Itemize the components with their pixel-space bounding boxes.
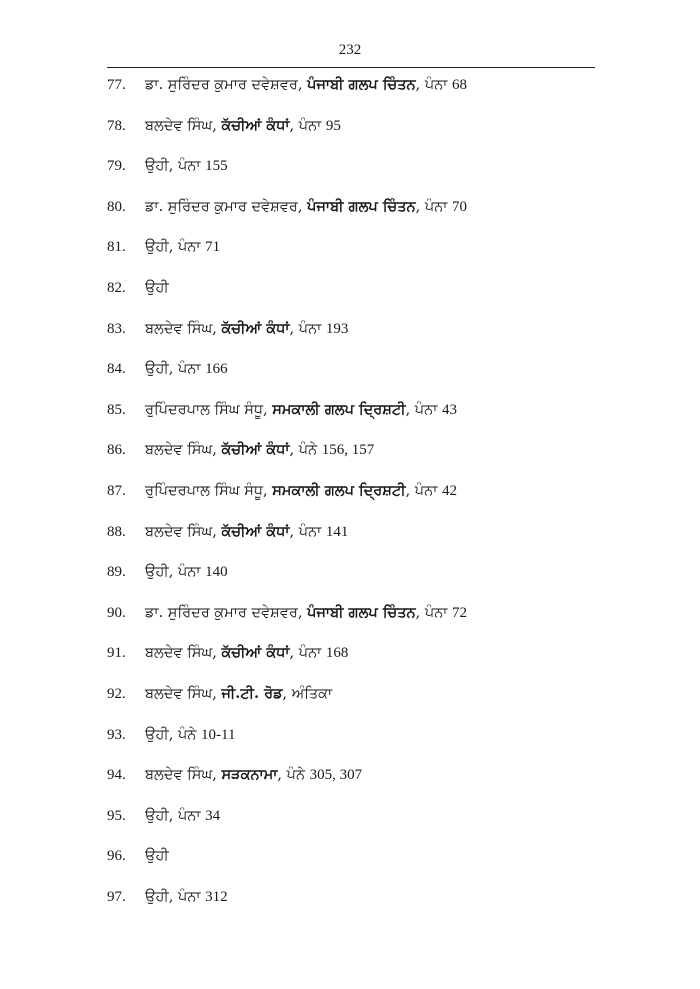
endnote-number: 78. xyxy=(107,117,126,134)
endnote-citation xyxy=(145,601,467,625)
citation-text: ਬਲਦੇਵ ਸਿੰਘ, xyxy=(145,523,222,540)
endnote-citation xyxy=(145,804,220,828)
endnote-citation xyxy=(145,438,374,462)
citation-pages: 72 xyxy=(452,604,468,621)
citation-pages: 166 xyxy=(205,361,228,378)
citation-text: , ਪੰਨੇ xyxy=(289,442,322,459)
endnote-item xyxy=(0,235,700,276)
endnote-citation xyxy=(145,276,169,300)
citation-pages: 141 xyxy=(325,523,349,540)
citation-text: ਬਲਦੇਵ ਸਿੰਘ, xyxy=(145,645,222,662)
citation-text: , ਪੰਨਾ xyxy=(289,117,326,134)
citation-pages: 156, 157 xyxy=(321,442,375,459)
citation-text: ਉਹੀ, ਪੰਨਾ xyxy=(145,239,206,256)
citation-text: ਬਲਦੇਵ ਸਿੰਘ, xyxy=(145,685,222,702)
citation-pages: 42 xyxy=(441,482,457,499)
endnote-number: 90. xyxy=(107,604,126,621)
citation-text: ਬਲਦੇਵ ਸਿੰਘ, xyxy=(145,767,222,784)
citation-title: ਜੀ.ਟੀ. ਰੋਡ xyxy=(221,684,283,702)
citation-title: ਸਮਕਾਲੀ ਗਲਪ ਦ੍ਰਿਸ਼ਟੀ xyxy=(272,481,406,499)
citation-title: ਕੱਚੀਆਂ ਕੰਧਾਂ xyxy=(221,319,290,337)
endnote-number: 83. xyxy=(107,320,126,337)
citation-pages: 10-11 xyxy=(201,726,236,743)
citation-text: , ਅੰਤਿਕਾ xyxy=(282,685,333,702)
endnote-citation xyxy=(145,317,348,341)
endnote-number: 89. xyxy=(107,564,126,581)
endnote-item xyxy=(0,438,700,479)
endnote-citation xyxy=(145,73,467,97)
endnote-citation xyxy=(145,560,228,584)
endnote-number: 77. xyxy=(107,77,126,93)
endnote-number: 85. xyxy=(107,401,126,418)
header-rule xyxy=(107,67,595,68)
endnote-number: 88. xyxy=(107,523,126,540)
citation-text: ਬਲਦੇਵ ਸਿੰਘ, xyxy=(145,117,222,134)
endnote-citation xyxy=(145,114,341,138)
citation-text: , ਪੰਨਾ xyxy=(415,77,453,93)
endnote-item xyxy=(0,317,700,358)
citation-text: ਉਹੀ, ਪੰਨਾ xyxy=(145,361,206,378)
endnote-item xyxy=(0,479,700,520)
citation-pages: 305, 307 xyxy=(309,767,363,784)
endnote-number: 96. xyxy=(107,848,126,865)
endnote-item xyxy=(0,195,700,236)
endnote-item xyxy=(0,885,700,926)
citation-text: , ਪੰਨਾ xyxy=(405,482,442,499)
endnote-citation xyxy=(145,520,348,544)
endnote-number: 95. xyxy=(107,807,126,824)
endnote-citation xyxy=(145,641,348,665)
citation-text: , ਪੰਨਾ xyxy=(289,645,326,662)
endnote-item xyxy=(0,276,700,317)
citation-text: ਉਹੀ xyxy=(145,279,169,296)
citation-pages: 140 xyxy=(205,564,228,581)
citation-pages: 43 xyxy=(441,401,457,418)
endnote-citation xyxy=(145,885,228,909)
citation-text: ਡਾ. ਸੁਰਿੰਦਰ ਕੁਮਾਰ ਦਵੇਸ਼ਵਰ, xyxy=(145,604,308,621)
endnote-item xyxy=(0,114,700,155)
endnote-citation xyxy=(145,682,332,706)
citation-text: ਬਲਦੇਵ ਸਿੰਘ, xyxy=(145,320,222,337)
citation-pages: 155 xyxy=(205,158,228,175)
citation-pages: 70 xyxy=(452,198,468,215)
endnote-citation xyxy=(145,357,228,381)
citation-text: ਡਾ. ਸੁਰਿੰਦਰ ਕੁਮਾਰ ਦਵੇਸ਼ਵਰ, xyxy=(145,198,308,215)
citation-title: ਕੱਚੀਆਂ ਕੰਧਾਂ xyxy=(221,522,290,540)
citation-text: ਬਲਦੇਵ ਸਿੰਘ, xyxy=(145,442,222,459)
endnote-item xyxy=(0,682,700,723)
citation-text: ਰੁਪਿੰਦਰਪਾਲ ਸਿੰਘ ਸੰਧੂ, xyxy=(145,482,273,499)
endnote-citation xyxy=(145,398,457,422)
citation-pages: 68 xyxy=(452,77,468,93)
endnote-item xyxy=(0,601,700,642)
endnote-item xyxy=(0,154,700,195)
endnote-number: 87. xyxy=(107,482,126,499)
citation-text: , ਪੰਨਾ xyxy=(289,320,326,337)
endnote-item xyxy=(0,763,700,804)
citation-title: ਕੱਚੀਆਂ ਕੰਧਾਂ xyxy=(221,441,290,459)
citation-text: , ਪੰਨਾ xyxy=(415,198,453,215)
citation-pages: 312 xyxy=(205,888,228,905)
endnote-number: 79. xyxy=(107,158,126,175)
endnote-citation xyxy=(145,479,457,503)
endnote-citation xyxy=(145,723,235,747)
citation-text: , ਪੰਨਾ xyxy=(289,523,326,540)
endnote-item xyxy=(0,844,700,885)
citation-title: ਪੰਜਾਬੀ ਗਲਪ ਚਿੰਤਨ xyxy=(307,76,416,93)
endnote-item xyxy=(0,357,700,398)
endnote-number: 82. xyxy=(107,279,126,296)
endnote-item xyxy=(0,520,700,561)
citation-title: ਸੜਕਨਾਮਾ xyxy=(221,766,278,784)
citation-title: ਸਮਕਾਲੀ ਗਲਪ ਦ੍ਰਿਸ਼ਟੀ xyxy=(272,400,406,418)
citation-text: ਡਾ. ਸੁਰਿੰਦਰ ਕੁਮਾਰ ਦਵੇਸ਼ਵਰ, xyxy=(145,77,308,93)
citation-title: ਕੱਚੀਆਂ ਕੰਧਾਂ xyxy=(221,644,290,662)
endnote-number: 94. xyxy=(107,767,126,784)
citation-text: ਉਹੀ, ਪੰਨੇ xyxy=(145,726,201,743)
citation-pages: 71 xyxy=(205,239,221,256)
endnote-number: 97. xyxy=(107,888,126,905)
citation-pages: 168 xyxy=(325,645,349,662)
endnote-item xyxy=(0,804,700,845)
citation-text: , ਪੰਨੇ xyxy=(277,767,310,784)
page-number: 232 xyxy=(338,42,362,58)
endnote-item xyxy=(0,560,700,601)
endnote-number: 93. xyxy=(107,726,126,743)
citation-text: ਉਹੀ, ਪੰਨਾ xyxy=(145,807,206,824)
citation-text: ਉਹੀ, ਪੰਨਾ xyxy=(145,564,206,581)
citation-pages: 34 xyxy=(205,807,221,824)
citation-text: ਰੁਪਿੰਦਰਪਾਲ ਸਿੰਘ ਸੰਧੂ, xyxy=(145,401,273,418)
endnote-number: 84. xyxy=(107,361,126,378)
citation-title: ਪੰਜਾਬੀ ਗਲਪ ਚਿੰਤਨ xyxy=(307,603,416,621)
endnote-item xyxy=(0,73,700,114)
citation-title: ਪੰਜਾਬੀ ਗਲਪ ਚਿੰਤਨ xyxy=(307,197,416,215)
endnote-citation xyxy=(145,844,169,868)
endnote-number: 80. xyxy=(107,198,126,215)
citation-text: , ਪੰਨਾ xyxy=(405,401,442,418)
citation-pages: 95 xyxy=(325,117,341,134)
endnote-number: 81. xyxy=(107,239,126,256)
citation-title: ਕੱਚੀਆਂ ਕੰਧਾਂ xyxy=(221,116,290,134)
endnote-item xyxy=(0,641,700,682)
endnote-citation xyxy=(145,154,228,178)
citation-text: ਉਹੀ, ਪੰਨਾ xyxy=(145,158,206,175)
endnote-item xyxy=(0,398,700,439)
endnote-citation xyxy=(145,763,362,787)
citation-text: , ਪੰਨਾ xyxy=(415,604,453,621)
citation-text: ਉਹੀ xyxy=(145,848,169,865)
endnote-citation xyxy=(145,235,220,259)
endnote-number: 92. xyxy=(107,685,126,702)
citation-pages: 193 xyxy=(325,320,349,337)
endnote-citation xyxy=(145,195,467,219)
endnote-item xyxy=(0,723,700,764)
endnotes-list xyxy=(0,73,700,925)
endnote-number: 86. xyxy=(107,442,126,459)
citation-text: ਉਹੀ, ਪੰਨਾ xyxy=(145,888,206,905)
endnote-number: 91. xyxy=(107,645,126,662)
